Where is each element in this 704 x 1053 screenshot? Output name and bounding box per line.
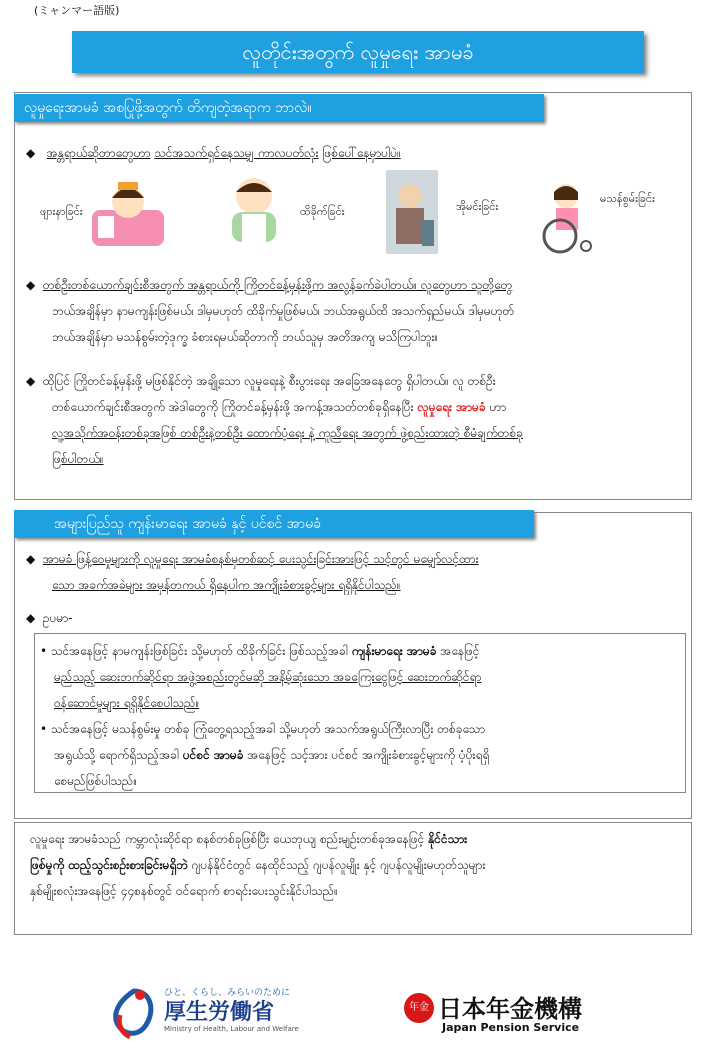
jps-english: Japan Pension Service <box>442 1021 580 1034</box>
mhlw-english: Ministry of Health, Labour and Welfare <box>164 1025 299 1033</box>
page-title-banner: လူတိုင်းအတွက် လူမှုရေး အာမခံ <box>72 31 644 73</box>
label-injury: ထိခိုက်ခြင်း <box>300 205 345 218</box>
section2-heading: အများပြည်သူ ကျန်းမာရေး အာမခံ နှင့် ပင်စင် အာမခံ <box>14 510 534 538</box>
language-tag: (ミャンマー語版) <box>34 4 120 17</box>
jps-name: 日本年金機構 <box>438 995 582 1023</box>
section1-bullet1: ◆ အန္တရာယ်ဆိုတာတွေဟာ သင်အသက်ရှင်နေသမျှ ကာလပတ်လုံး ဖြစ်ပေါ်နေမှာပါပဲ။ <box>26 146 401 160</box>
mhlw-name: 厚生労働省 <box>164 1000 275 1025</box>
section2-bullet1: ◆ အာမခံ ဖြန့်ဝေမှုများကို လူမှုရေး အာမခံစနစ်မှတစ်ဆင့် ပေးသွင်းခြင်းအားဖြင့် သင့်တွင် မမျှော်လင့်ထား သော အခက်အခဲများ အမှန်တကယ် ရှိနေပါက အကျိုးခံစားခွင့်များ ရရှိနိုင်ပါသည်။ <box>26 552 479 592</box>
section1-bullet3: ◆ ထိုပြင် ကြိုတင်ခန့်မှန်းဖို့ မဖြစ်နိုင်တဲ့ အချို့သော လူမှုရေးနဲ့ စီးပွားရေး အခြေအနေတွေ ရှိပါတယ်။ လူ တစ်ဦး တစ်ယောက်ချင်းစီအတွက် အဲဒါတွေကို ကြိုတင်ခန့်မှန်းဖို့ အကန့်အသတ်တစ်ခုရှိနေပြီး လူမှုရေး အာမခံ ဟာ လူ့အသိုက်အဝန်းတစ်ခုအဖြစ် တစ်ဦးနဲ့တစ်ဦး ထောက်ပံ့ရေး နဲ့ ကူညီရေး အတွက် ဖွဲ့စည်းထားတဲ့ စီမံချက်တစ်ခု ဖြစ်ပါတယ်။ <box>26 374 523 466</box>
b1-underline3: ဖြစ်ပေါ်နေမှာပါပဲ။ <box>322 146 401 160</box>
label-disability: မသန်စွမ်းခြင်း <box>600 192 655 205</box>
summary-text: လူမှုရေး အာမခံသည် ကမ္ဘာလုံးဆိုင်ရာ စနစ်တစ်ခုဖြစ်ပြီး ယေဘုယျ စည်းမျဉ်းတစ်ခုအနေဖြင့် နိုင်ငံသား ဖြစ်မှုကို ထည့်သွင်းစဉ်းစားခြင်းမရှိဘဲ ဂျပန်နိုင်ငံတွင် နေထိုင်သည့် ဂျပန်လူမျိုး နှင့် ဂျပန်လူမျိုးမဟုတ်သူများ နှစ်မျိုးစလုံးအနေဖြင့် ၄၄စနစ်တွင် ဝင်ရောက် စာရင်းပေးသွင်းနိုင်ပါသည်။ <box>30 832 486 898</box>
sick-illustration <box>88 170 168 250</box>
example1: • သင်အနေဖြင့် နာမကျန်းဖြစ်ခြင်း သို့မဟုတ် ထိခိုက်ခြင်း ဖြစ်သည့်အခါ ကျန်းမာရေး အာမခံ အနေဖြင့် မည်သည့် ဆေးဘက်ဆိုင်ရာ အဖွဲ့အစည်းတွင်မဆို အနိမ့်ဆုံးသော အခကြေးငွေဖြင့် ဆေးဘက်ဆိုင်ရာ ဝန်ဆောင်မှုများ ရရှိနိုင်စေပါသည်။ <box>40 644 482 710</box>
section1-bullet2: ◆ တစ်ဦးတစ်ယောက်ချင်းစီအတွက် အန္တရာယ်ကို ကြိုတင်ခန့်မှန်းဖို့က အလွန်ခက်ခဲပါတယ်။ လူတွေဟာ သူတို့တွေ ဘယ်အချိန်မှာ နာမကျန်းဖြစ်မယ်၊ ဒါမှမဟုတ် ထိခိုက်မှုဖြစ်မယ်၊ ဘယ်အရွယ်ထိ အသက်ရှည်မယ်၊ ဒါမှမဟုတ် ဘယ်အချိန်မှာ မသန်စွမ်းတဲ့ဒုက္ခ ခံစားရမယ်ဆိုတာကို ဘယ်သူမှ အတိအကျ မသိကြပါဘူး။ <box>26 278 515 344</box>
b1-underline1: အန္တရာယ်ဆိုတာတွေဟာ <box>46 146 151 160</box>
jps-mark-icon: 年金 <box>404 993 434 1023</box>
section2-example-label: ◆ ဥပမာ- <box>26 611 73 625</box>
label-aging: အိုမင်းခြင်း <box>456 200 499 213</box>
mhlw-emblem-icon <box>110 985 158 1041</box>
injury-illustration <box>222 172 286 244</box>
example2: • သင်အနေဖြင့် မသန်စွမ်းမှု တစ်ခု ကြုံတွေ့ရသည့်အခါ သို့မဟုတ် အသက်အရွယ်ကြီးလာပြီး တစ်ခုသော အရွယ်သို့ ရောက်ရှိသည့်အခါ ပင်စင် အာမခံ အနေဖြင့် သင့်အား ပင်စင် အကျိုးခံစားခွင့်များကို ပံ့ပိုးရရှိ စေမည်ဖြစ်ပါသည်။ <box>40 722 490 788</box>
b1-underline2: သင်အသက်ရှင်နေသမျှ ကာလပတ်လုံး <box>154 146 319 160</box>
section1-heading: လူမှုရေးအာမခံ အစပြုဖို့အတွက် တိကျတဲ့အရာက ဘာလဲ။ <box>14 94 544 122</box>
mhlw-tagline: ひと、くらし、みらいのために <box>164 988 291 998</box>
label-sickness: ဖျားနာခြင်း <box>40 205 83 218</box>
elderly-illustration <box>386 170 438 254</box>
wheelchair-illustration <box>530 180 600 256</box>
